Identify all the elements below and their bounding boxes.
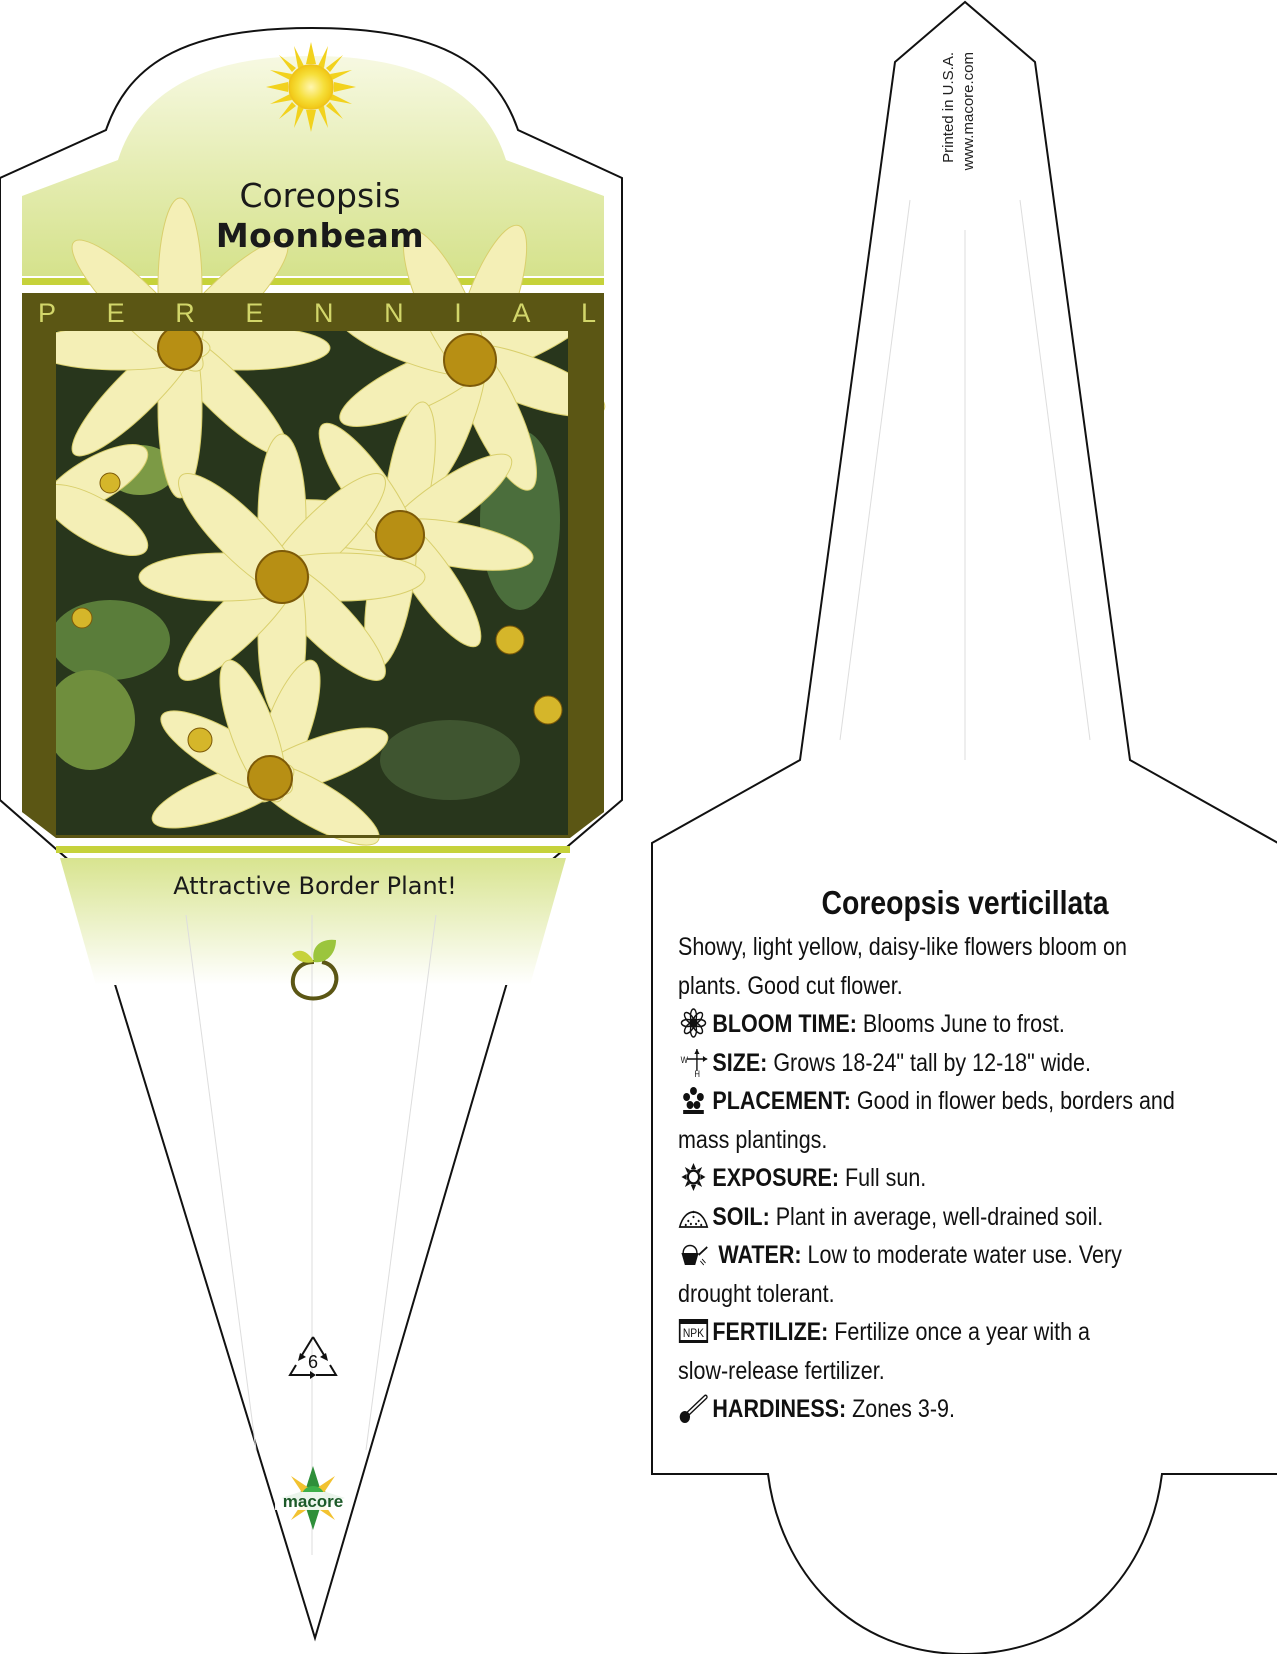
- care-text: Low to moderate water use. Very: [801, 1241, 1122, 1269]
- care-item-fertilize: [678, 1313, 1160, 1352]
- printed-in: Printed in U.S.A.: [940, 52, 957, 163]
- care-text: Full sun.: [839, 1164, 927, 1192]
- brand-name: macore: [282, 1492, 344, 1511]
- perennial-letter: L: [580, 298, 596, 328]
- care-continuation: mass plantings.: [678, 1125, 828, 1154]
- exposure-icon: [678, 1162, 709, 1192]
- care-text: Good in flower beds, borders and: [850, 1087, 1175, 1115]
- plant-cultivar-title: Moonbeam: [215, 216, 425, 255]
- perennial-letter: N: [313, 298, 334, 328]
- care-item-size: [678, 1044, 1160, 1083]
- care-item-bloom: [678, 1005, 1160, 1044]
- soil-icon: [678, 1201, 709, 1231]
- care-label: FERTILIZE:: [712, 1318, 829, 1346]
- care-label: EXPOSURE:: [712, 1164, 840, 1192]
- plant-genus-title: Coreopsis: [239, 176, 401, 215]
- care-label: SIZE:: [712, 1048, 768, 1077]
- water-icon: [678, 1239, 709, 1269]
- hardiness-icon: [678, 1393, 709, 1423]
- care-instructions: [678, 928, 1238, 1429]
- recycle-code: 6: [307, 1352, 319, 1372]
- placement-icon: [678, 1085, 709, 1115]
- perennial-letter: I: [454, 298, 462, 328]
- care-item-placement: [678, 1082, 1175, 1121]
- tagline: Attractive Border Plant!: [173, 872, 457, 900]
- description-line: plants. Good cut flower.: [678, 971, 903, 1000]
- care-label: BLOOM TIME:: [712, 1010, 857, 1038]
- care-text: Grows 18-24" tall by 12-18" wide.: [767, 1048, 1091, 1077]
- care-text: Fertilize once a year with a: [828, 1318, 1090, 1346]
- perennial-letter: N: [384, 298, 404, 328]
- care-text: Blooms June to frost.: [856, 1010, 1065, 1038]
- description-line: Showy, light yellow, daisy-like flowers bloom on: [678, 933, 1127, 961]
- care-text: Plant in average, well-drained soil.: [769, 1202, 1104, 1231]
- care-item-exposure: [678, 1159, 1160, 1198]
- care-item-hardiness: [678, 1390, 1160, 1429]
- botanical-name: Coreopsis verticillata: [821, 884, 1109, 921]
- care-item-soil: [678, 1198, 1160, 1237]
- perennial-letter: E: [245, 298, 264, 328]
- npk-text: NPK: [682, 1327, 705, 1341]
- fertilize-icon: [678, 1316, 709, 1346]
- care-continuation: slow-release fertilizer.: [678, 1356, 885, 1385]
- perennial-letter: P: [38, 298, 57, 328]
- care-label: PLACEMENT:: [712, 1087, 851, 1115]
- care-label: HARDINESS:: [712, 1395, 847, 1423]
- care-continuation: drought tolerant.: [678, 1279, 835, 1308]
- size-icon-width-letter: W: [680, 1053, 688, 1065]
- perennial-letter: E: [106, 298, 125, 328]
- care-item-water: [678, 1236, 1160, 1275]
- perennial-letter: R: [175, 298, 195, 328]
- perennial-letter: A: [512, 298, 531, 328]
- size-icon-height-letter: H: [694, 1067, 700, 1077]
- printer-website: www.macore.com: [960, 52, 977, 171]
- care-label: SOIL:: [712, 1202, 770, 1231]
- care-text: Zones 3-9.: [846, 1395, 955, 1423]
- bloom-icon: [678, 1008, 709, 1038]
- printer-info: [940, 52, 977, 212]
- care-label: WATER:: [718, 1241, 802, 1269]
- size-icon: [678, 1047, 709, 1077]
